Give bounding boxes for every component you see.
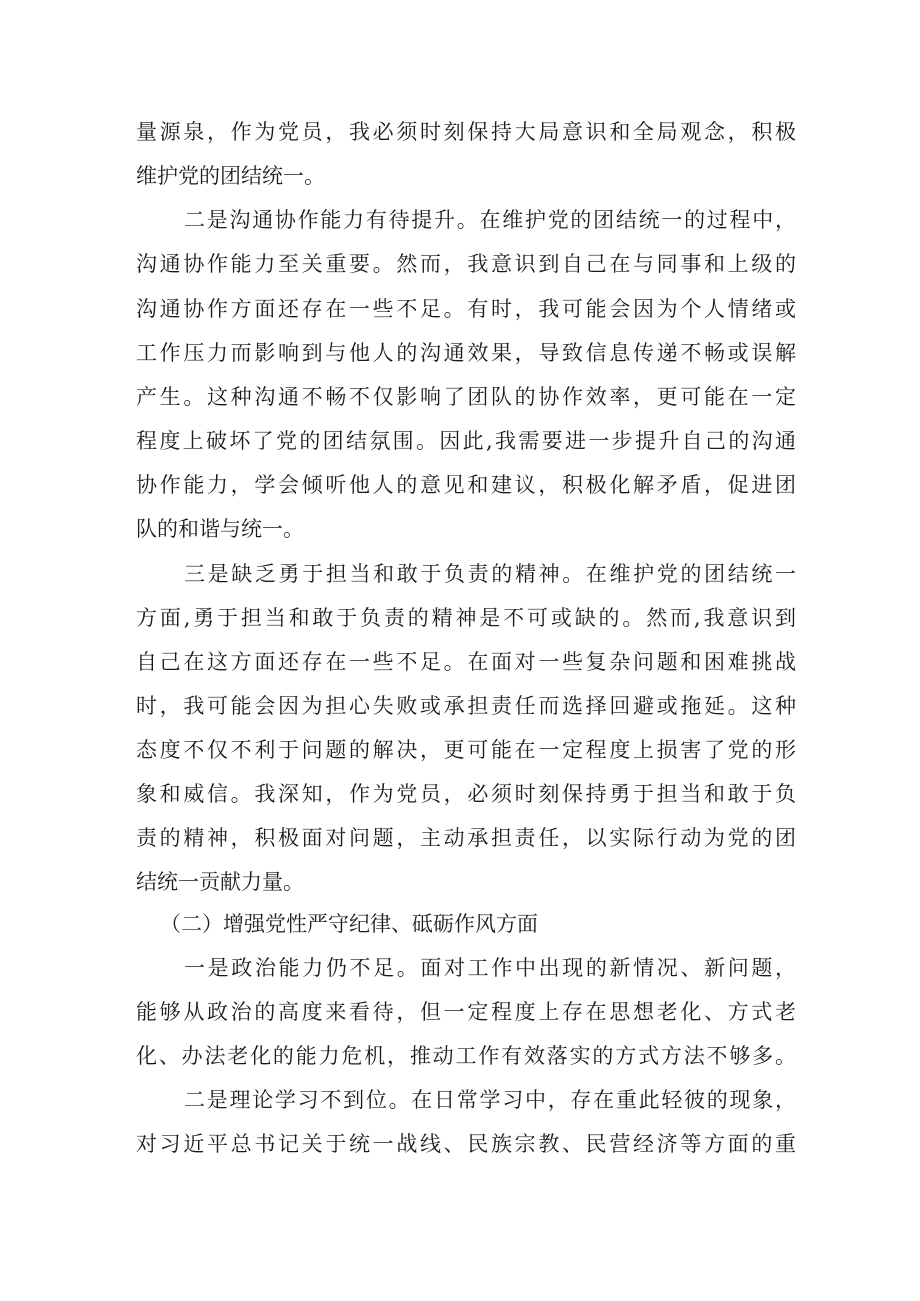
text-line: 态度不仅不利于问题的解决，更可能在一定程度上损害了党的形 bbox=[136, 738, 796, 762]
paragraph-start-line: 二是沟通协作能力有待提升。在维护党的团结统一的过程中， bbox=[184, 208, 796, 232]
text-line: 责的精神，积极面对问题，主动承担责任，以实际行动为党的团 bbox=[136, 826, 796, 850]
text-line: 象和威信。我深知，作为党员，必须时刻保持勇于担当和敢于负 bbox=[136, 782, 796, 806]
text-line: 方面,勇于担当和敢于负责的精神是不可或缺的。然而,我意识到 bbox=[136, 606, 796, 630]
text-line: 协作能力，学会倾听他人的意见和建议，积极化解矛盾，促进团 bbox=[136, 473, 796, 497]
paragraph-start-line: 二是理论学习不到位。在日常学习中，存在重此轻彼的现象， bbox=[184, 1088, 796, 1112]
text-line: 结统一贡献力量。 bbox=[136, 870, 304, 894]
text-line: 程度上破坏了党的团结氛围。因此,我需要进一步提升自己的沟通 bbox=[136, 429, 796, 453]
text-line: 沟通协作能力至关重要。然而，我意识到自己在与同事和上级的 bbox=[136, 252, 796, 276]
text-line: 化、办法老化的能力危机，推动工作有效落实的方式方法不够多。 bbox=[136, 1044, 796, 1068]
text-line: 量源泉，作为党员，我必须时刻保持大局意识和全局观念，积极 bbox=[136, 120, 796, 144]
text-line: 时，我可能会因为担心失败或承担责任而选择回避或拖延。这种 bbox=[136, 694, 796, 718]
text-line: 工作压力而影响到与他人的沟通效果，导致信息传递不畅或误解 bbox=[136, 341, 796, 365]
section-heading: （二）增强党性严守纪律、砥砺作风方面 bbox=[160, 912, 538, 936]
paragraph-start-line: 一是政治能力仍不足。面对工作中出现的新情况、新问题， bbox=[184, 956, 796, 980]
paragraph-start-line: 三是缺乏勇于担当和敢于负责的精神。在维护党的团结统一 bbox=[184, 562, 796, 586]
text-line: 能够从政治的高度来看待，但一定程度上存在思想老化、方式老 bbox=[136, 1000, 796, 1024]
text-line: 队的和谐与统一。 bbox=[136, 517, 304, 541]
text-line: 维护党的团结统一。 bbox=[136, 164, 325, 188]
text-line: 对习近平总书记关于统一战线、民族宗教、民营经济等方面的重 bbox=[136, 1132, 796, 1156]
text-line: 产生。这种沟通不畅不仅影响了团队的协作效率，更可能在一定 bbox=[136, 385, 796, 409]
text-line: 自己在这方面还存在一些不足。在面对一些复杂问题和困难挑战 bbox=[136, 650, 796, 674]
text-line: 沟通协作方面还存在一些不足。有时，我可能会因为个人情绪或 bbox=[136, 297, 796, 321]
